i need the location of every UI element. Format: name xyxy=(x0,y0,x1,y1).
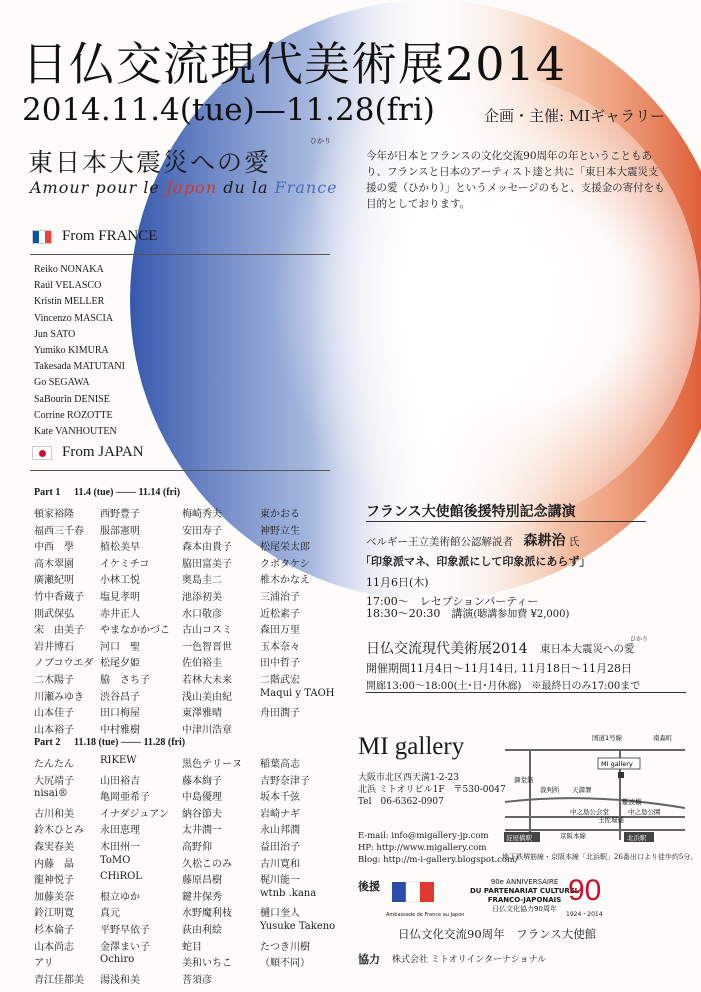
part1-label: Part 1 xyxy=(34,487,61,498)
anniversary-line3: FRANCO-JAPONAIS xyxy=(487,896,562,904)
map-label-g: 土佐堀通 xyxy=(598,816,624,824)
map-label-c: 中之島公会堂 xyxy=(570,808,609,816)
lecture-date: 11月6日(木) xyxy=(366,576,429,589)
amour-a: Amour pour le xyxy=(30,178,166,197)
france-artist: Kate VANHOUTEN xyxy=(34,426,117,438)
artist-name: 根立ゆか xyxy=(100,891,140,903)
artist-name: 蛇目 xyxy=(182,941,202,953)
exhibit-hours: 開廊13:00～18:00(土･日･月休廊) ※最終日のみ17:00まで xyxy=(366,681,641,692)
artist-name: 高木翠園 xyxy=(34,558,74,570)
artist-name: 山本裕子 xyxy=(34,724,74,736)
address-line1: 大阪市北区西天満1-2-23 xyxy=(358,773,459,783)
artist-name: 小林工悦 xyxy=(100,575,140,587)
marianne-logo-icon xyxy=(386,878,446,908)
artist-name: 三浦治子 xyxy=(260,592,300,603)
artist-name: 鍵井保秀 xyxy=(182,891,222,903)
artist-name: 湯浅和美 xyxy=(100,974,140,986)
artist-name: 亀岡亜希子 xyxy=(100,792,150,804)
artist-name: 高野仰 xyxy=(182,842,212,853)
artist-name: アリ xyxy=(34,958,54,970)
anniversary-line1: 90e ANNIVERSAIRE xyxy=(490,878,559,886)
artist-name: 美和いちこ xyxy=(182,958,232,970)
artist-name: RIKEW xyxy=(100,755,137,766)
france-artist-list xyxy=(34,262,125,440)
artist-name: 近松素子 xyxy=(260,608,300,620)
from-france-heading: From FRANCE xyxy=(62,228,158,244)
artist-name: CHiROL xyxy=(100,871,142,883)
artist-name: 安田寿子 xyxy=(182,525,222,537)
gallery-address xyxy=(358,772,506,808)
artist-name: 則武保弘 xyxy=(34,608,74,620)
france-artist: Corrine ROZOTTE xyxy=(34,409,113,421)
organizer: 企画・主催: MIギャラリー xyxy=(484,107,666,125)
map-minamimori: 南森町 xyxy=(653,734,673,742)
gallery-location-icon xyxy=(618,772,624,778)
artist-name: 田口梅屋 xyxy=(100,708,140,720)
part1-period: 11.4 (tue) —— 11.14 (fri) xyxy=(74,487,181,498)
artist-name: 平野早依子 xyxy=(100,925,150,936)
amour-b: du la xyxy=(217,178,275,197)
japan-flag-icon xyxy=(32,446,52,460)
artist-name: 松尾夕姫 xyxy=(100,658,140,670)
artist-name: 中津川浩章 xyxy=(182,724,232,736)
artist-name: 久松このみ xyxy=(182,858,232,870)
map-label-b: 天満署 xyxy=(572,786,592,794)
artist-name: 太井潤一 xyxy=(182,825,222,837)
artist-name: 龍神悦子 xyxy=(34,875,74,887)
embassy-logo xyxy=(386,878,465,918)
artist-name: 荻由利絵 xyxy=(182,925,222,936)
map-label-h: 難波橋 xyxy=(622,798,642,806)
france-artist: Jun SATO xyxy=(34,328,76,340)
artist-name: 中村雅樹 xyxy=(100,724,140,736)
artist-name: ノブコウエダ xyxy=(34,658,94,670)
artist-name: nisai® xyxy=(34,788,68,800)
artist-name: 二木陽子 xyxy=(34,675,74,686)
artist-name: 山本佳子 xyxy=(34,708,74,720)
artist-name: 杉本倫子 xyxy=(34,925,74,936)
artist-name: 古川寛和 xyxy=(260,858,300,870)
artist-name: 古川和美 xyxy=(34,808,74,820)
artist-name: 東かおる xyxy=(260,509,300,520)
lecturer-honorific: 氏 xyxy=(568,536,580,548)
address-line2: 北浜 ミトオリビル1F 〒530-0047 xyxy=(358,785,506,795)
artist-name: 廣瀬紀明 xyxy=(34,575,74,587)
artist-name: 一色智晋世 xyxy=(182,641,232,653)
artist-name: （順不同） xyxy=(260,958,310,970)
amour-france: France xyxy=(274,178,338,197)
map-label-f: 北浜駅 xyxy=(627,834,647,842)
artist-name: 鈴木ひとみ xyxy=(34,825,84,837)
artist-name: 藤原昌樹 xyxy=(182,875,222,887)
cooperation-label: 協力 xyxy=(358,953,380,966)
artist-name: 福西三千春 xyxy=(34,525,84,537)
exhibit-summary-sub: 東日本大震災への愛 xyxy=(540,643,635,655)
artist-name: 二階武宏 xyxy=(260,675,300,686)
divider xyxy=(366,521,646,522)
artist-name: 大尻靖子 xyxy=(34,775,74,787)
artist-name: 黒色テリーヌ xyxy=(182,759,242,770)
lecture-affiliation xyxy=(366,530,579,550)
artist-name: 水口敬彦 xyxy=(182,608,222,620)
artist-name: 納谷節夫 xyxy=(182,808,222,820)
artist-name: 益田治子 xyxy=(260,842,300,853)
intro-text: 今年が日本とフランスの文化交流90周年の年ということもあり、フランスと日本のアーティスト達と共に「東日本大震災支援の愛（ひかり）」というメッセージのもと、支援金の寄付をも目的としております。 xyxy=(366,150,665,210)
artist-name: 渋谷昌子 xyxy=(100,691,140,703)
artist-name: 山田裕吉 xyxy=(100,775,140,787)
artist-name: 岩崎ナギ xyxy=(260,808,300,820)
artist-name: 梶川能一 xyxy=(260,875,300,887)
access-map xyxy=(500,722,690,850)
france-artist: Vincenzo MASCIA xyxy=(34,312,114,324)
embassy-small-text: Ambassade de France au Japon xyxy=(386,912,465,918)
map-label-d: 中之島公園 xyxy=(628,808,661,816)
email-link[interactable]: E-mail: info@migallery-jp.com xyxy=(358,831,489,841)
lecturer-name: 森耕治 xyxy=(523,533,566,549)
map-mi-gallery: MI gallery xyxy=(601,760,633,768)
france-artist: SaBourin DENISE xyxy=(34,393,110,405)
artist-name: 森田万里 xyxy=(260,625,300,637)
map-label-i: 京阪本線 xyxy=(560,832,586,840)
france-artist: Go SEGAWA xyxy=(34,377,90,389)
artist-name: 岩井博石 xyxy=(34,641,74,653)
artist-name: 稲葉高志 xyxy=(260,759,300,770)
exhibit-summary-title: 日仏交流現代美術展2014 xyxy=(366,641,528,657)
artist-name: たんたん xyxy=(34,759,74,770)
map-midosuji: 御堂筋 xyxy=(514,776,534,784)
artist-name: 竹中香蔵子 xyxy=(34,592,84,603)
artist-name: 脇 さち子 xyxy=(100,675,150,686)
anniversary-years: 1924・2014 xyxy=(566,911,603,918)
artist-name: 森実春美 xyxy=(34,842,74,853)
from-japan-heading: From JAPAN xyxy=(62,444,144,460)
artist-name: 吉野奈津子 xyxy=(260,775,310,787)
theme-title: 東日本大震災への愛 xyxy=(28,148,272,177)
lecture-quote: 「印象派マネ、印象派にして印象派にあらず」 xyxy=(360,555,591,568)
artist-name: 赤井正人 xyxy=(100,608,140,620)
lecture-time xyxy=(366,605,569,621)
map-label-e: 淀屋橋駅 xyxy=(506,834,532,842)
artist-name: 真元 xyxy=(100,908,120,920)
exhibition-title: 日仏交流現代美術展2014 xyxy=(22,37,567,91)
artist-name: 金澤まい子 xyxy=(100,941,150,953)
artist-name: 塩見孝明 xyxy=(100,592,140,603)
lecture-sub: ベルギー王立美術館公認解説者 xyxy=(366,536,513,548)
artist-name: 木田州一 xyxy=(100,842,140,853)
france-artist: Reiko NONAKA xyxy=(34,264,104,275)
artist-name: 水野魔利枝 xyxy=(182,908,232,920)
artist-name: 中西 學 xyxy=(34,542,74,554)
anniversary-line4: 日仏文化協力90周年 xyxy=(492,905,557,913)
artist-name: 永田恵理 xyxy=(100,825,140,837)
support-label: 後援 xyxy=(358,880,380,893)
france-artist: Yumiko KIMURA xyxy=(34,345,109,357)
artist-name: 浅山美由紀 xyxy=(182,691,232,703)
artist-name: 奥島圭二 xyxy=(182,575,222,587)
artist-name: 中島優理 xyxy=(182,792,222,804)
artist-name: 永山邦潤 xyxy=(260,825,300,837)
artist-name: 加藤美奈 xyxy=(34,891,74,903)
artist-name: 若林大未来 xyxy=(182,675,232,686)
artist-name: 青江佳都美 xyxy=(34,974,84,986)
france-flag-icon xyxy=(32,230,52,244)
gallery-contact xyxy=(358,830,518,866)
artist-name: 頓家裕隆 xyxy=(34,509,74,520)
lecture-title: フランス大使館後援特別記念講演 xyxy=(366,504,576,520)
artist-name: 神野立生 xyxy=(260,525,300,537)
artist-name: 東澤雅晴 xyxy=(182,708,222,720)
artist-name: 椎木かなえ xyxy=(260,575,310,587)
part2-label: Part 2 xyxy=(34,737,61,748)
divider xyxy=(30,470,330,471)
artist-name: イナダジュアン xyxy=(100,808,169,820)
artist-name: 川瀬みゆき xyxy=(34,691,84,703)
blog-link[interactable]: Blog: http://m-i-gallery.blogspot.com/ xyxy=(358,855,518,865)
artist-name: 梅崎秀夫 xyxy=(182,509,222,520)
gallery-name: MI gallery xyxy=(358,733,465,760)
exhibition-dates: 2014.11.4(tue)—11.28(fri) xyxy=(22,92,435,128)
part2-period: 11.18 (tue) —— 11.28 (fri) xyxy=(74,737,186,748)
artist-name: クボタケシ xyxy=(260,558,310,570)
artist-name: 鈴江明寛 xyxy=(34,908,74,920)
artist-name: 服部憲明 xyxy=(100,525,140,537)
artist-name: イケミチコ xyxy=(100,558,150,570)
france-artist: Raúl VELASCO xyxy=(34,280,102,292)
artist-name: ToMO xyxy=(100,854,131,866)
artist-name: 松尾栄太郎 xyxy=(260,542,310,554)
artist-name: 舟田潤子 xyxy=(260,708,300,720)
amour-subtitle xyxy=(30,178,338,197)
artist-name: 古山コスミ xyxy=(182,625,232,637)
exhibit-summary-ruby: ひかり xyxy=(630,636,649,643)
artist-name: 樋口奎人 xyxy=(260,908,300,920)
france-artist: Kristin MELLER xyxy=(34,296,105,308)
artist-name: 脇田富美子 xyxy=(182,558,232,570)
artist-name: 河口 聖 xyxy=(100,641,140,653)
lecture-fee: (聴講参加費 ¥2,000) xyxy=(473,609,570,620)
artist-name: 植松美早 xyxy=(100,542,140,554)
artist-name: 藤本絢子 xyxy=(182,775,222,787)
artist-name: 佐伯裕圭 xyxy=(182,658,222,670)
artist-name: 西野豊子 xyxy=(100,509,140,520)
artist-name: 池添初美 xyxy=(182,592,222,603)
amour-japon: Japon xyxy=(165,178,218,197)
homepage-link[interactable]: HP: http://www.migallery.com xyxy=(358,843,487,853)
artist-name: 田中哲子 xyxy=(260,658,300,670)
artist-name: やまなかかづこ xyxy=(100,625,170,637)
artist-name: 坂本千弦 xyxy=(260,792,300,804)
anniversary-line2: DU PARTENARIAT CULTUREL xyxy=(470,887,580,895)
divider xyxy=(366,692,686,693)
divider xyxy=(30,254,330,255)
cooperation-name: 株式会社 ミトオリインターナショナル xyxy=(392,955,547,965)
artist-name: 菩須彦 xyxy=(182,974,212,986)
anniversary-text xyxy=(470,878,579,914)
artist-name: 玉本奈々 xyxy=(260,641,300,653)
tel: Tel 06-6362-0907 xyxy=(358,797,444,807)
artist-name: Ochiro xyxy=(100,954,135,966)
artist-name: 内藤 晶 xyxy=(34,858,74,870)
artist-name: 宋 由美子 xyxy=(34,625,84,637)
artist-name: Maqui y TAOH xyxy=(260,687,335,699)
map-access-note: 地下鉄堺筋線・京阪本線「北浜駅」26番出口より徒歩約5分。 xyxy=(502,853,698,861)
artist-name: wtnb .kana xyxy=(260,887,317,899)
support-line: 日仏文化交流90周年 フランス大使館 xyxy=(398,927,597,941)
exhibit-period: 開催期間11月4日～11月14日, 11月18日～11月28日 xyxy=(366,662,632,675)
lecture-reception: 17:00～ レセプションパーティー xyxy=(366,595,539,608)
anniversary-90-logo: 90 xyxy=(568,874,602,907)
theme-ruby: ひかり xyxy=(310,137,331,145)
lecture-time-text: 18:30～20:30 講演 xyxy=(366,607,474,620)
map-road-top: 国道1号線 xyxy=(592,734,623,742)
artist-name: 山本尚志 xyxy=(34,941,74,953)
artist-name: 森本由貴子 xyxy=(182,542,232,554)
france-artist: Takesada MATUTANI xyxy=(34,361,125,373)
artist-name: たつき川樹 xyxy=(260,941,310,953)
artist-name: Yusuke Takeno xyxy=(260,921,336,932)
map-label-a: 裁判所 xyxy=(540,786,560,794)
